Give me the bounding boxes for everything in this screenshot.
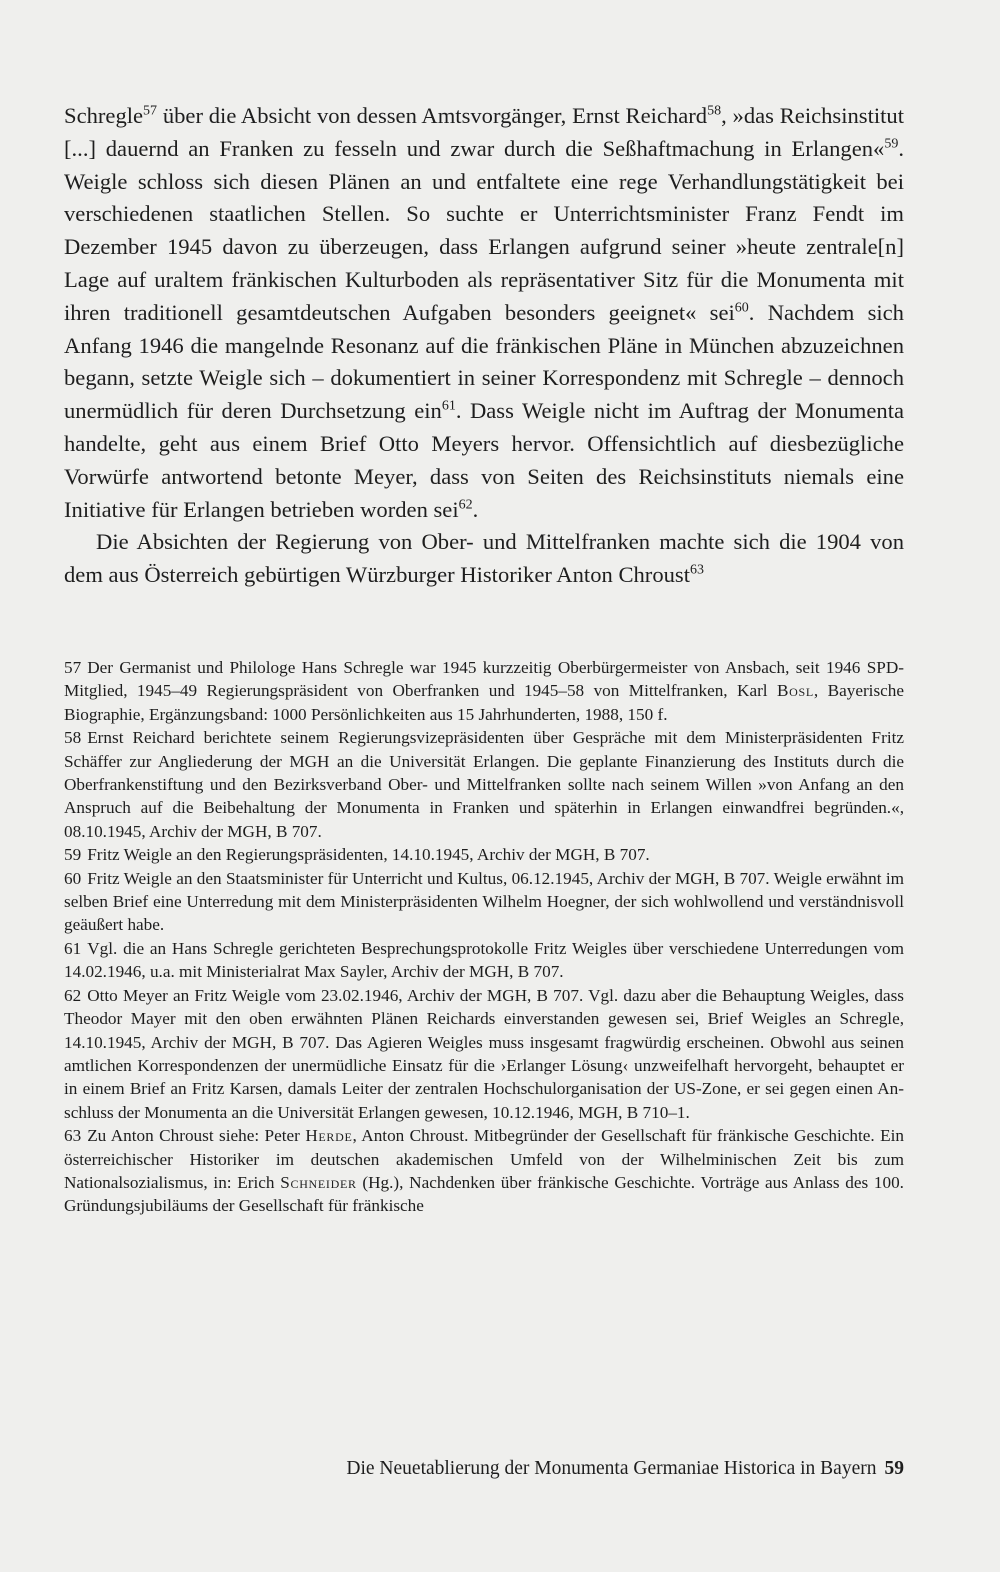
footnote-number: 62 (64, 985, 82, 1005)
text-run: . (472, 496, 479, 522)
author-name: Bosl (777, 681, 814, 701)
text-run: , »das Reichsinstitut [...] dauernd an Franken zu fesseln und zwar durch die Seßhaftmachung in Erlangen« (64, 103, 904, 161)
text-run: Die Absichten der Regierung von Ober- und Mittelfranken machte sich die 1904 von dem aus Österreich gebürtigen Würzburger Historiker Anton Chroust (64, 529, 904, 588)
text-run: Schregle (64, 103, 144, 128)
footnote-58 (64, 726, 904, 843)
footnote-number: 58 (64, 728, 82, 748)
text-run: über die Absicht von dessen Amtsvorgänger, Ernst Reichard (157, 103, 708, 128)
footnote-number: 61 (64, 938, 82, 958)
footnote-60 (64, 867, 904, 937)
footnote-text: Otto Meyer an Fritz Weigle vom 23.02.1946, Archiv der MGH, B 707. Vgl. dazu aber die Behauptung Weigles, dass Theodor Mayer mit den oben erwähnten Plänen Reichards einverstanden gewesen sei, Brief Weigles an Schregle, 14.10.1945, Archiv der MGH, B 707. Das Agieren Weigles muss insgesamt fragwürdig erscheinen. Obwohl aus seinen amtlichen Korrespondenzen der unermüdliche Einsatz für die ›Erlanger Lösung‹ unzweifelhaft hervorgeht, behauptet er in einem Brief an Fritz Karsen, damals Leiter der zentralen Hochschulorganisation der US-Zone, er sei gegen einen Anschluss der Monumenta an die Universität Erlangen gewesen, 10.12.1946, MGH, B 710–1. (64, 985, 904, 1122)
footnote-ref-57[interactable]: 57 (143, 103, 158, 119)
footnote-text: , Anton Chroust. Mitbegründer der Gesellschaft für fränkische Geschichte. Ein österreichischer Historiker im deutschen akademischen Umfeld von der Wilhelminischen Zeit bis zum Nationalsozialismus, in: Erich (64, 1126, 904, 1192)
footnote-text: Zu Anton Chroust siehe: Peter (87, 1126, 306, 1146)
footnote-ref-58[interactable]: 58 (707, 103, 722, 119)
text-run: . Weigle schloss sich diesen Plänen an und entfaltete eine rege Verhandlungstätigkeit bei verschiedenen staatlichen Stellen. So suchte er Unterrichtsminister Franz Fendt im Dezember 1945 davon zu überzeugen, dass Erlangen aufgrund seiner »heute zentrale[n] Lage auf uraltem fränkischen Kulturboden als repräsentativer Sitz für die Monumenta mit ihren traditionell gesamtdeutschen Aufgaben besonders geeignet« sei (64, 135, 904, 325)
footnote-text: Der Germanist und Philologe Hans Schregle war 1945 kurzzeitig Oberbürgermeister von Ansbach, seit 1946 SPD-Mitglied, 1945–49 Regierungspräsident von Oberfranken und 1945–58 von Mittelfranken, Karl (64, 658, 904, 701)
body-paragraph (64, 100, 904, 526)
footnote-59 (64, 843, 904, 866)
footnote-text: , Bayerische Biographie, Ergänzungsband: 1000 Persönlichkeiten aus 15 Jahrhunderten, 1988, 150 f. (64, 681, 904, 724)
footnote-57 (64, 656, 904, 726)
footnote-text: Fritz Weigle an den Staatsminister für Unterricht und Kultus, 06.12.1945, Archiv der MGH, B 707. Weigle erwähnt im selben Brief eine Unterredung mit dem Ministerpräsidenten Wilhelm Hoegner, der sich wohlwollend und verständnisvoll geäußert habe. (64, 868, 904, 935)
footnote-text: Fritz Weigle an den Regierungspräsidenten, 14.10.1945, Archiv der MGH, B 707. (87, 845, 650, 865)
footnote-62 (64, 984, 904, 1124)
footnote-63 (64, 1124, 904, 1218)
running-title: Die Neuetablierung der Monumenta Germaniae Historica in Bayern (346, 1458, 877, 1479)
main-text (64, 100, 904, 592)
running-footer (64, 1458, 904, 1480)
footnotes (64, 656, 904, 1218)
body-paragraph (64, 526, 904, 592)
footnote-text: (Hg.), Nachdenken über fränkische Geschichte. Vorträge aus Anlass des 100. Gründungsjubiläums der Gesellschaft für fränkische (64, 1172, 904, 1216)
author-name: Herde (305, 1126, 353, 1146)
text-run: . Dass Weigle nicht im Auftrag der Monumenta handelte, geht aus einem Brief Otto Meyers hervor. Offensichtlich auf diesbezügliche Vorwürfe antwortend betonte Meyer, dass von Seiten des Reichsinstituts niemals eine Initiative für Erlangen betrieben worden sei (64, 398, 904, 522)
footnote-ref-60[interactable]: 60 (734, 300, 749, 316)
footnote-ref-62[interactable]: 62 (458, 496, 473, 512)
footnote-number: 60 (64, 868, 82, 888)
text-run: . Nachdem sich Anfang 1946 die mangelnde Resonanz auf die fränkischen Pläne in München abzuzeichnen begann, setzte Weigle sich – dokumentiert in seiner Korrespondenz mit Schregle – dennoch unermüdlich für deren Durchsetzung ein (64, 299, 904, 424)
page-number: 59 (884, 1458, 904, 1479)
footnote-ref-59[interactable]: 59 (884, 136, 899, 152)
footnote-number: 57 (64, 658, 82, 677)
footnote-number: 59 (64, 845, 82, 865)
footnote-number: 63 (64, 1126, 82, 1146)
footnote-ref-63[interactable]: 63 (690, 562, 704, 578)
footnote-61 (64, 937, 904, 984)
footnote-ref-61[interactable]: 61 (441, 398, 456, 414)
footnote-text: Vgl. die an Hans Schregle gerichteten Besprechungsprotokolle Fritz Weigles über verschiedene Unterredungen vom 14.02.1946, u.a. mit Ministerialrat Max Sayler, Archiv der MGH, B 707. (64, 938, 904, 982)
author-name: Schneider (280, 1172, 357, 1192)
footnote-text: Ernst Reichard berichtete seinem Regierungsvizepräsidenten über Gespräche mit dem Ministerpräsidenten Fritz Schäffer zur Angliederung der MGH an die Universität Erlangen. Die geplante Finanzierung des Instituts durch die Oberfrankenstiftung und den Bezirksverband Ober- und Mittelfranken sollte nach seinem Willen »von Anfang an den Anspruch auf die Beibehaltung der Monumenta in Franken und späterhin in Erlangen einwandfrei begründen.«, 08.10.1945, Archiv der MGH, B 707. (64, 728, 904, 841)
